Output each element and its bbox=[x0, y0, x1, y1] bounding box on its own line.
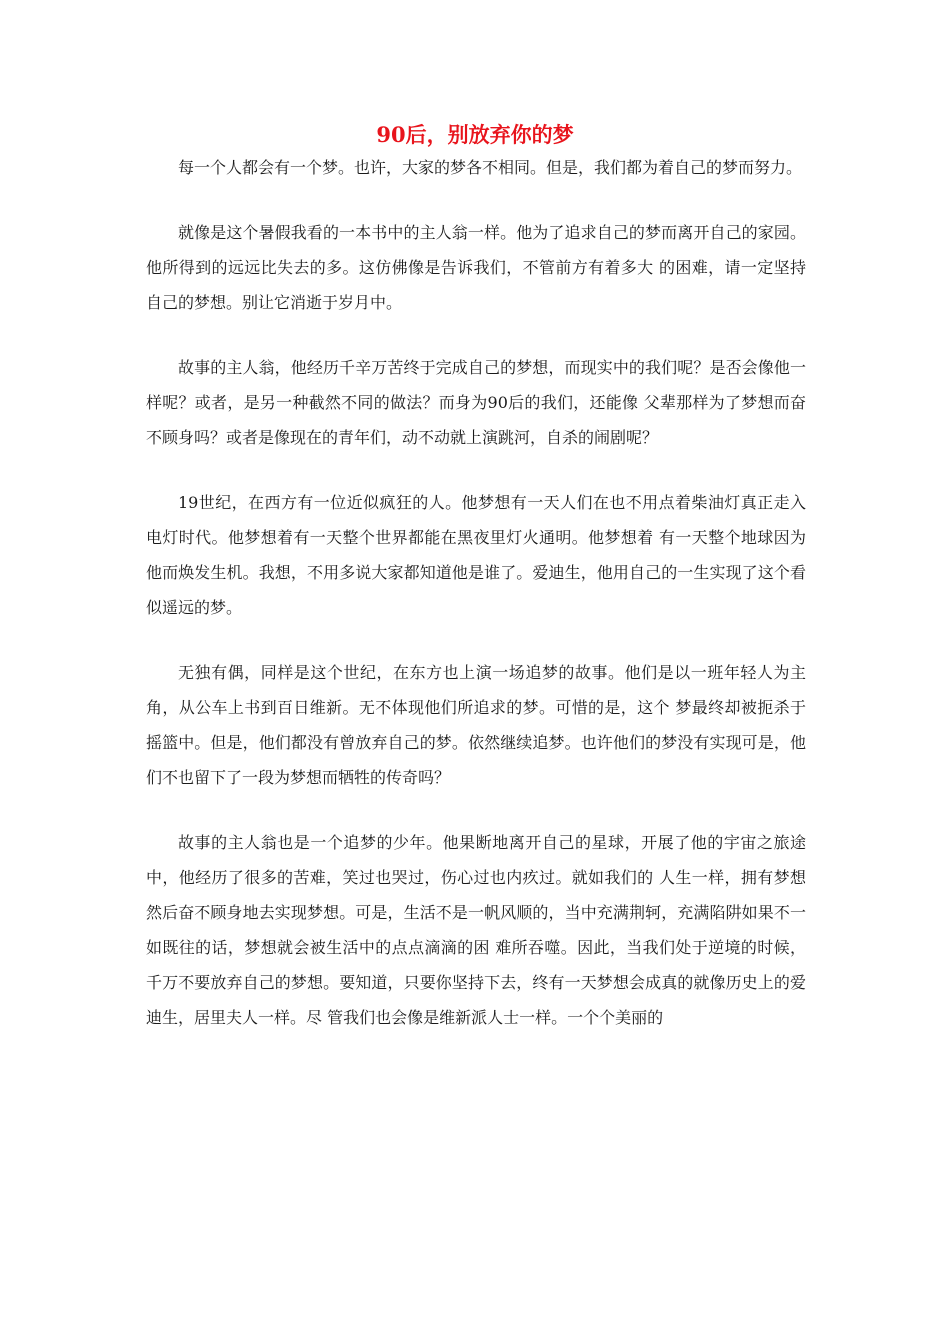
document-title: 90后，别放弃你的梦 bbox=[376, 122, 574, 147]
paragraph-4: 19世纪，在西方有一位近似疯狂的人。他梦想有一天人们在也不用点着柴油灯真正走入电灯时代。他梦想着有一天整个世界都能在黑夜里灯火通明。他梦想着 有一天整个地球因为他而焕发生机。我想，不用多说大家都知道他是谁了。爱迪生，他用自己的一生实现了这个看似遥远的梦。 bbox=[146, 493, 806, 617]
paragraph-3: 故事的主人翁，他经历千辛万苦终于完成自己的梦想，而现实中的我们呢？是否会像他一样呢？或者，是另一种截然不同的做法？而身为90后的我们，还能像 父辈那样为了梦想而奋不顾身吗？或者是像现在的青年们，动不动就上演跳河，自杀的闹剧呢？ bbox=[146, 358, 806, 447]
paragraph-6: 故事的主人翁也是一个追梦的少年。他果断地离开自己的星球，开展了他的宇宙之旅途中，他经历了很多的苦难，笑过也哭过，伤心过也内疚过。就如我们的 人生一样，拥有梦想然后奋不顾身地去实现梦想。可是，生活不是一帆风顺的，当中充满荆轲，充满陷阱如果不一如既往的话，梦想就会被生活中的点点滴滴的困 难所吞噬。因此，当我们处于逆境的时候，千万不要放弃自己的梦想。要知道，只要你坚持下去，终有一天梦想会成真的就像历史上的爱迪生，居里夫人一样。尽 管我们也会像是维新派人士一样。一个个美丽的 bbox=[146, 833, 806, 1027]
paragraph-5: 无独有偶，同样是这个世纪，在东方也上演一场追梦的故事。他们是以一班年轻人为主角，从公车上书到百日维新。无不体现他们所追求的梦。可惜的是，这个 梦最终却被扼杀于摇篮中。但是，他们都没有曾放弃自己的梦。依然继续追梦。也许他们的梦没有实现可是，他们不也留下了一段为梦想而牺牲的传奇吗？ bbox=[146, 663, 806, 787]
document-body bbox=[146, 150, 806, 1035]
paragraph-2: 就像是这个暑假我看的一本书中的主人翁一样。他为了追求自己的梦而离开自己的家园。他所得到的远远比失去的多。这仿佛像是告诉我们，不管前方有着多大 的困难，请一定坚持自己的梦想。别让它消逝于岁月中。 bbox=[146, 223, 806, 312]
paragraph-1: 每一个人都会有一个梦。也许，大家的梦各不相同。但是，我们都为着自己的梦而努力。 bbox=[178, 158, 803, 177]
